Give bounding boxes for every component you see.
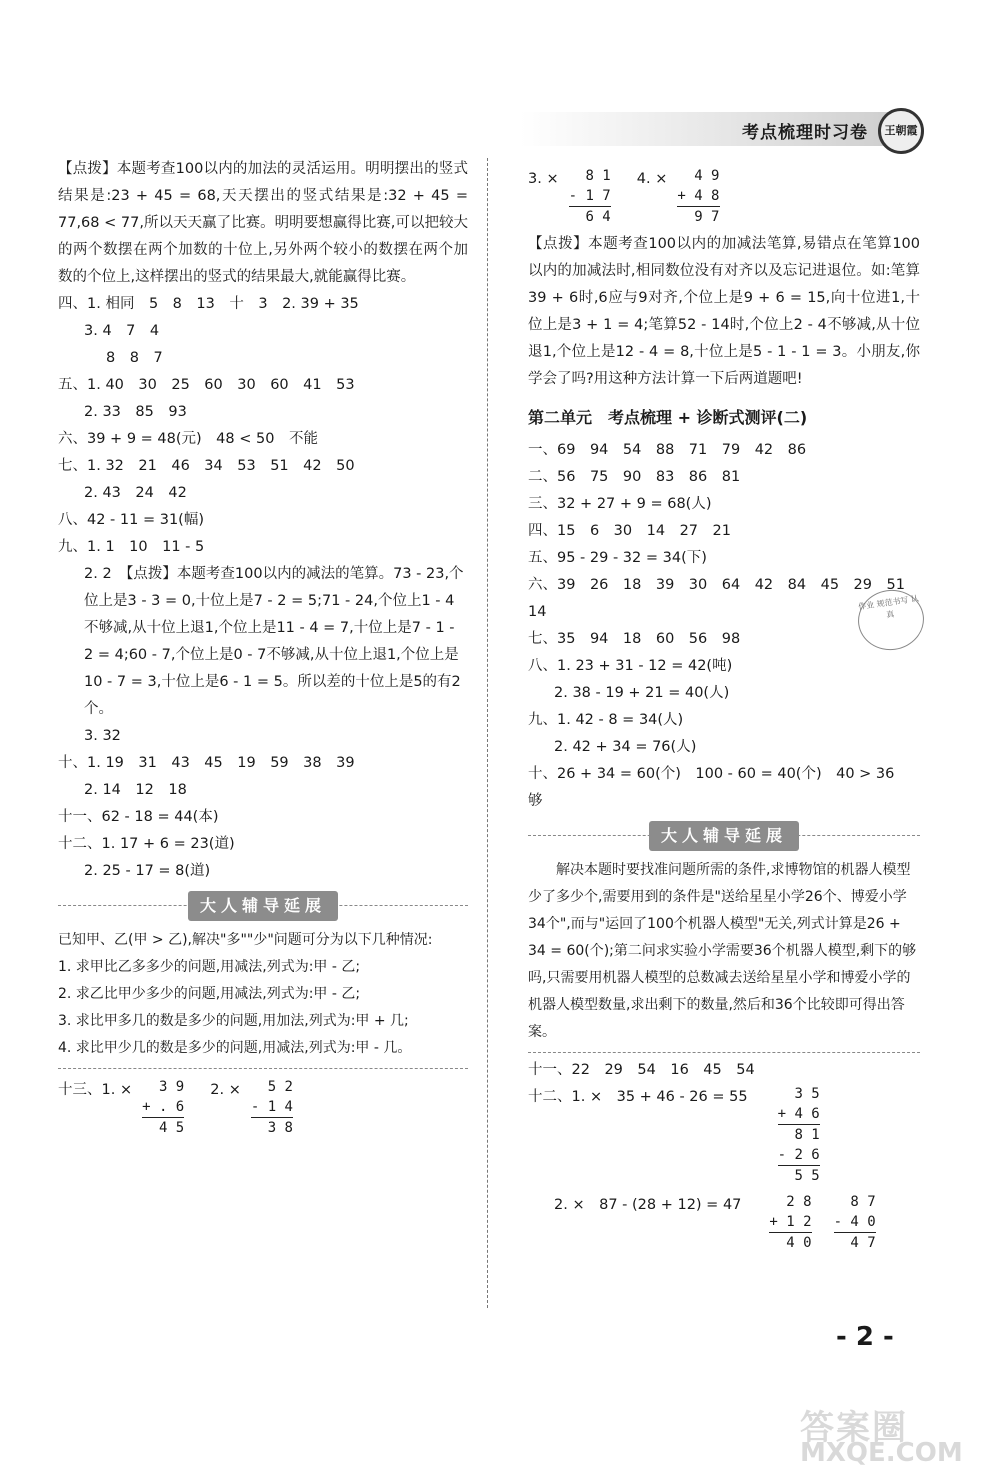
calc-line: 3 5 [777, 1086, 820, 1102]
answer-line: 8 8 7 [106, 350, 163, 366]
calc-line: + 4 8 [677, 186, 719, 207]
calc-line: 4 9 [677, 168, 720, 184]
answer-line: 2. 25 - 17 = 8(道) [84, 863, 211, 879]
answer-label: 4. × [636, 171, 668, 187]
answer-label: 十二、1. × 35 + 46 - 26 = 55 [528, 1089, 748, 1105]
calc-line: 4 5 [142, 1120, 185, 1136]
vertical-calculation [142, 1077, 184, 1138]
answer-line: 六、39 26 18 39 30 64 42 84 45 29 51 14 [528, 577, 920, 620]
answer-line: 七、35 94 18 60 56 98 [528, 631, 741, 647]
watermark-logo: 答案圈 [800, 1408, 908, 1448]
calc-line: 8 1 [568, 168, 611, 184]
left-column [58, 156, 468, 1138]
answer-line: 2. 43 24 42 [84, 485, 187, 501]
calc-line: 4 7 [833, 1235, 876, 1251]
calc-line: 5 2 [250, 1079, 293, 1095]
answer-line: 四、15 6 30 14 27 21 [528, 523, 731, 539]
extension-header [58, 891, 468, 921]
answer-line: 五、1. 40 30 25 60 30 60 41 53 [58, 377, 355, 393]
column-divider [487, 158, 488, 1308]
vertical-calc-row [528, 166, 920, 227]
answer-line: 十、1. 19 31 43 45 19 59 38 39 [58, 755, 355, 771]
answer-line: 十一、22 29 54 16 45 54 [528, 1062, 755, 1078]
answer-line: 3. 4 7 4 [84, 323, 160, 339]
calc-line: 8 1 [777, 1127, 820, 1143]
calc-line: 9 7 [677, 209, 720, 225]
answer-line: 八、1. 23 + 31 - 12 = 42(吨) [528, 658, 733, 674]
answer-line: 七、1. 32 21 46 34 53 51 42 50 [58, 458, 355, 474]
vertical-calc-row [528, 1084, 920, 1186]
vertical-calculation [769, 1192, 811, 1253]
answer-line: 九、1. 1 10 11 - 5 [58, 539, 205, 555]
extension-body: 解决本题时要找准问题所需的条件,求博物馆的机器人模型少了多少个,需要用到的条件是"送给星星小学26个、博爱小学34个",而与"运回了100个机器人模型"无关,列式计算是26 + 34 = 60(个);第二问求实验小学需要36个机器人模型,剩下的够吗,只需要用机器人模型的总数减去送给星星小学和博爱小学的机器人模型数量,求出剩下的数量,然后和36个比较即可得出答案。 [528, 862, 917, 1040]
answer-line: 2. 14 12 18 [84, 782, 187, 798]
calc-line: - 4 0 [834, 1212, 876, 1233]
calc-line: 6 4 [568, 209, 611, 225]
extension-label: 大人辅导延展 [649, 821, 799, 851]
vertical-calculation [834, 1192, 876, 1253]
vertical-calculation [677, 166, 719, 227]
vertical-calculation [778, 1084, 820, 1186]
page-number: - 2 - [836, 1322, 894, 1352]
answer-line: 八、42 - 11 = 31(幅) [58, 512, 204, 528]
watermark-url: MXQE.COM [800, 1438, 963, 1468]
unit-title: 第二单元 考点梳理 + 诊断式测评(二) [528, 408, 808, 427]
extension-line: 已知甲、乙(甲 > 乙),解决"多""少"问题可分为以下几种情况: [58, 932, 433, 948]
answer-label: 2. × [210, 1082, 241, 1098]
answer-line: 五、95 - 29 - 32 = 34(下) [528, 550, 707, 566]
extension-header [528, 821, 920, 851]
vertical-calc-row [528, 1192, 920, 1253]
extension-line: 4. 求比甲少几的数是多少的问题,用减法,列式为:甲 - 几。 [58, 1040, 412, 1056]
calc-line: 5 5 [777, 1168, 820, 1184]
vertical-calculation [569, 166, 611, 227]
calc-line: - 1 4 [251, 1097, 293, 1118]
vertical-calculation [251, 1077, 293, 1138]
answer-label: 十三、1. × [58, 1082, 133, 1098]
extension-label: 大人辅导延展 [188, 891, 338, 921]
answer-line: 十二、1. 17 + 6 = 23(道) [58, 836, 235, 852]
answer-line: 三、32 + 27 + 9 = 68(人) [528, 496, 712, 512]
answer-label: 2. × 87 - (28 + 12) = 47 [554, 1197, 742, 1213]
answer-line: 2. 2 【点拨】本题考查100以内的减法的笔算。73 - 23,个位上是3 - 3 = 0,十位上是7 - 2 = 5;71 - 24,个位上1 - 4不够减,从十位上退1,个位上是11 - 4 = 7,十位上是7 - 1 - 2 = 4;60 - 7,个位上是0 - 7不够减,从十位上退1,个位上是10 - 7 = 3,十位上是6 - 1 = 5。所以差的十位上是5的有2个。 [84, 566, 464, 717]
answer-line: 九、1. 42 - 8 = 34(人) [528, 712, 684, 728]
note-paragraph: 【点拨】本题考查100以内的加减法笔算,易错点在笔算100以内的加减法时,相同数位没有对齐以及忘记进退位。如:笔算39 + 6时,6应与9对齐,个位上是9 + 6 = 15,向十位进1,十位上是3 + 1 = 4;笔算52 - 14时,个位上2 - 4不够减,从十位退1,个位上是12 - 4 = 8,十位上是5 - 1 - 1 = 3。小朋友,你学会了吗?用这种方法计算一下后两道题吧! [528, 236, 920, 387]
answer-line: 十、26 + 34 = 60(个) 100 - 60 = 40(个) 40 > 36 够 [528, 766, 909, 809]
calc-line: - 2 6 [778, 1145, 820, 1166]
calc-line: 3 8 [250, 1120, 293, 1136]
answer-line: 十一、62 - 18 = 44(本) [58, 809, 219, 825]
extension-line: 3. 求比甲多几的数是多少的问题,用加法,列式为:甲 + 几; [58, 1013, 409, 1029]
calc-line: + 4 6 [778, 1104, 820, 1125]
extension-body [58, 927, 468, 1062]
right-column [528, 166, 920, 1253]
calc-line: + . 6 [142, 1097, 184, 1118]
extension-line: 2. 求乙比甲少多少的问题,用减法,列式为:甲 - 乙; [58, 986, 361, 1002]
extension-line: 1. 求甲比乙多多少的问题,用减法,列式为:甲 - 乙; [58, 959, 361, 975]
answer-line: 六、39 + 9 = 48(元) 48 < 50 不能 [58, 431, 318, 447]
answer-label: 3. × [528, 171, 559, 187]
publisher-logo: 王朝霞 [878, 108, 924, 154]
calc-line: + 1 2 [769, 1212, 811, 1233]
calc-line: 2 8 [769, 1194, 812, 1210]
vertical-calc-row [58, 1077, 468, 1138]
answer-line: 2. 38 - 19 + 21 = 40(人) [554, 685, 730, 701]
calc-line: - 1 7 [569, 186, 611, 207]
header-title: 考点梳理时习卷 [742, 123, 868, 143]
answer-line: 二、56 75 90 83 86 81 [528, 469, 741, 485]
answer-line: 2. 33 85 93 [84, 404, 187, 420]
homework-stamp: 作业 规范书写 认真 [854, 586, 928, 655]
answer-line: 四、1. 相同 5 8 13 十 3 2. 39 + 35 [58, 296, 359, 312]
answer-line: 3. 32 [84, 728, 121, 744]
calc-line: 4 0 [769, 1235, 812, 1251]
calc-line: 3 9 [142, 1079, 185, 1095]
answer-line: 2. 42 + 34 = 76(人) [554, 739, 697, 755]
answer-line: 一、69 94 54 88 71 79 42 86 [528, 442, 807, 458]
calc-line: 8 7 [833, 1194, 876, 1210]
note-paragraph: 【点拨】本题考查100以内的加法的灵活运用。明明摆出的竖式结果是:23 + 45 = 68,天天摆出的竖式结果是:32 + 45 = 77,68 < 77,所以天天赢了比赛。明明要想赢得比赛,可以把较大的两个数摆在两个加数的十位上,另外两个较小的数摆在两个加数的个位上,这样摆出的竖式的结果最大,就能赢得比赛。 [58, 161, 468, 285]
